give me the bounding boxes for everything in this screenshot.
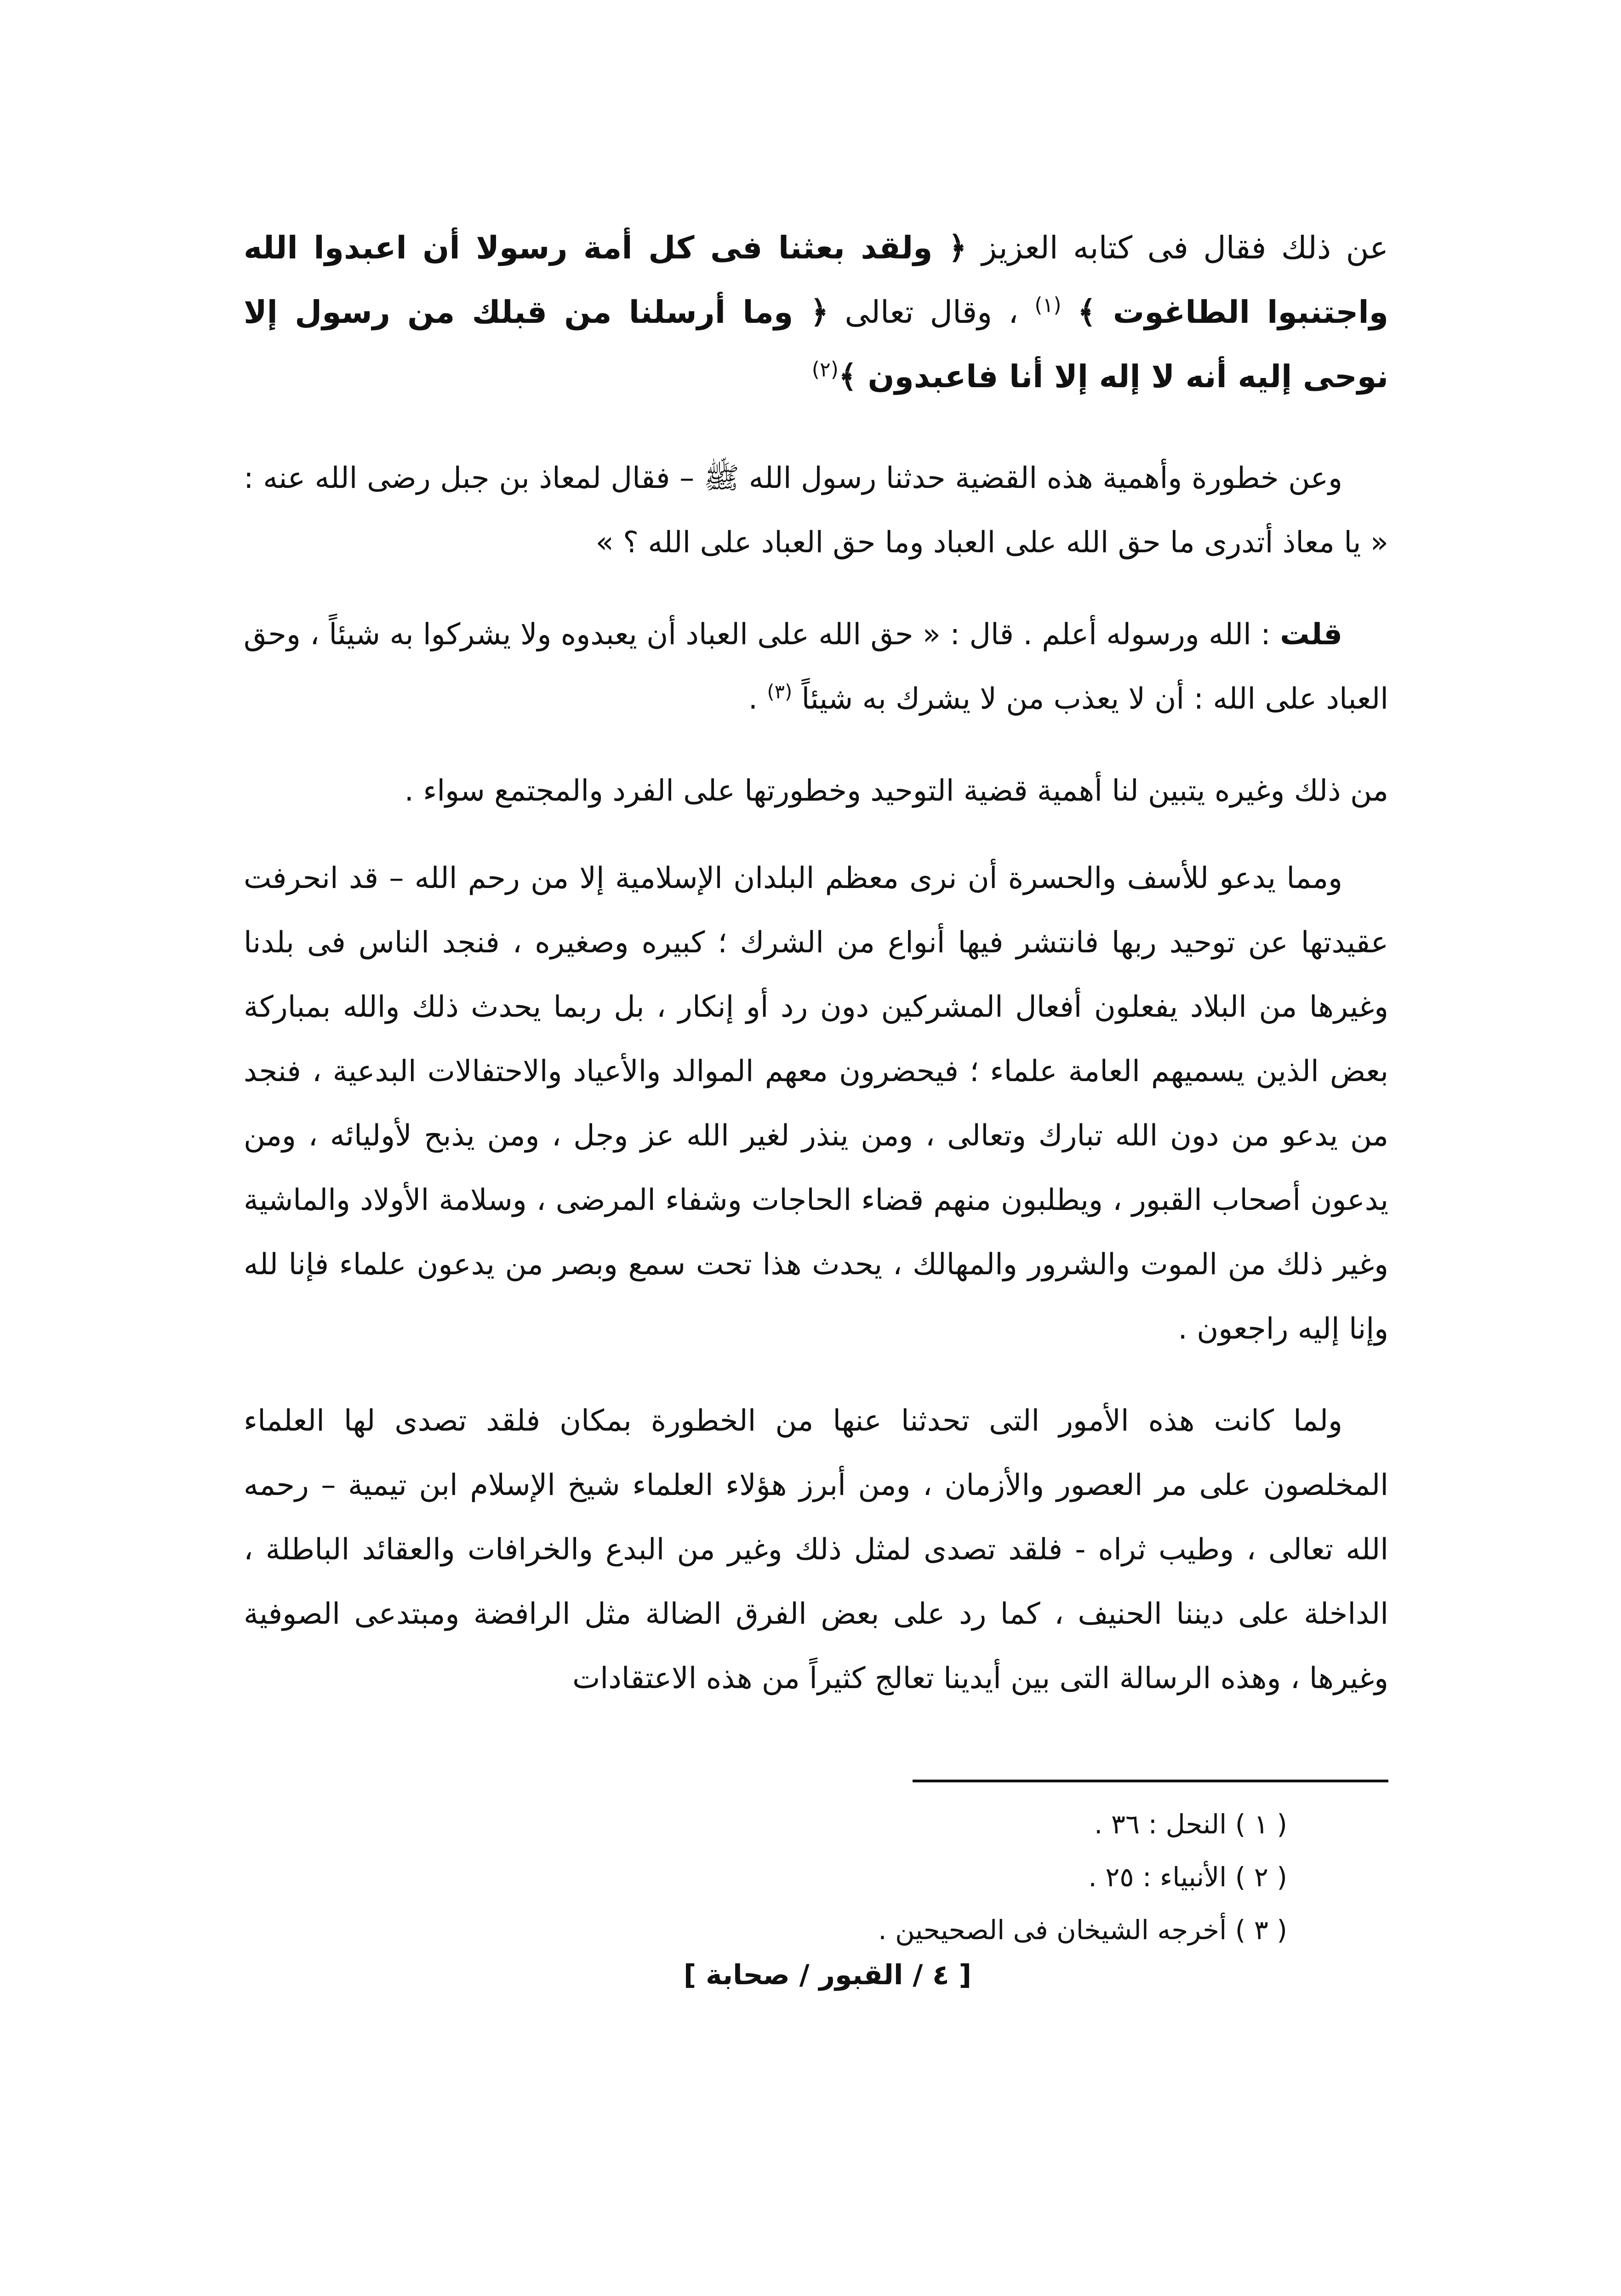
footnotes	[690, 1798, 1287, 1957]
page-footer: [ ٤ / القبور / صحابة ]	[683, 1959, 972, 1991]
paragraph-hadith-answer	[244, 602, 1388, 731]
paragraph-lament	[244, 846, 1388, 1361]
quran-verse: ﴿ وما أرسلنا من قبلك من رسول إلا نوحى إليه أنه لا إله إلا أنا فاعبدون ﴾	[244, 294, 1388, 395]
paragraph-text: : الله ورسوله أعلم . قال : « حق الله على العباد أن يعبدوه ولا يشركوا به شيئاً ، وحق العباد على الله : أن لا يعذب من لا يشرك به شيئاً	[244, 618, 1388, 716]
paragraph-text: ومما يدعو للأسف والحسرة أن نرى معظم البلدان الإسلامية إلا من رحم الله – قد انحرفت عقيدتها عن توحيد ربها فانتشر فيها أنواع من الشرك ؛ كبيره وصغيره ، فنجد الناس فى بلدنا وغيرها من البلاد يفعلون أفعال المشركين دون رد أو إنكار ، بل ربما يحدث ذلك والله بمباركة بعض الذين يسميهم العامة علماء ؛ فيحضرون معهم الموالد والأعياد والاحتفالات البدعية ، فنجد من يدعو من دون الله تبارك وتعالى ، ومن ينذر لغير الله عز وجل ، ومن يذبح لأوليائه ، ومن يدعون أصحاب القبور ، ويطلبون منهم قضاء الحاجات وشفاء المرضى ، وسلامة الأولاد والماشية وغير ذلك من الموت والشرور والمهالك ، يحدث هذا تحت سمع وبصر من يدعون علماء فإنا لله وإنا إليه راجعون .	[244, 861, 1388, 1346]
footnote-ref: (١)	[1034, 293, 1062, 317]
paragraph-text: ، وقال تعالى	[828, 294, 1035, 331]
paragraph-text: وعن خطورة وأهمية هذه القضية حدثنا رسول الله ﷺ – فقال لمعاذ بن جبل رضى الله عنه : « يا معاذ أتدرى ما حق الله على العباد وما حق العباد على الله ؟ »	[244, 461, 1388, 560]
paragraph-quran-verses	[244, 216, 1388, 409]
paragraph-lead-word: قلت	[1280, 618, 1342, 652]
footnote-item: ( ١ ) النحل : ٣٦ .	[1094, 1809, 1287, 1840]
paragraph-hadith-intro	[244, 446, 1388, 575]
paragraph-text: عن ذلك فقال فى كتابه العزيز	[966, 230, 1388, 266]
paragraph-ibn-taymiyya	[244, 1389, 1388, 1711]
paragraph-text: ولما كانت هذه الأمور التى تحدثنا عنها من الخطورة بمكان فلقد تصدى لها العلماء المخلصون على مر العصور والأزمان ، ومن أبرز هؤلاء العلماء شيخ الإسلام ابن تيمية – رحمه الله تعالى ، وطيب ثراه - فلقد تصدى لمثل ذلك وغير من البدع والخرافات والعقائد الباطلة ، الداخلة على ديننا الحنيف ، كما رد على بعض الفرق الضالة مثل الرافضة ومبتدعى الصوفية وغيرها ، وهذه الرسالة التى بين أيدينا تعالج كثيراً من هذه الاعتقادات	[244, 1404, 1388, 1695]
paragraph-text: من ذلك وغيره يتبين لنا أهمية قضية التوحيد وخطورتها على الفرد والمجتمع سواء .	[404, 774, 1388, 808]
quran-verse: ﴿ ولقد بعثنا فى كل أمة رسولا أن اعبدوا الله واجتنبوا الطاغوت ﴾	[244, 230, 1388, 331]
paragraph-text: .	[748, 682, 767, 716]
footnote-divider	[913, 1780, 1388, 1782]
footnote-item: ( ٣ ) أخرجه الشيخان فى الصحيحين .	[878, 1914, 1287, 1946]
footnote-item: ( ٢ ) الأنبياء : ٢٥ .	[1088, 1861, 1287, 1893]
footnote-ref: (٣)	[767, 680, 793, 703]
paragraph-conclusion	[244, 759, 1388, 823]
footnote-ref: (٢)	[811, 358, 839, 382]
